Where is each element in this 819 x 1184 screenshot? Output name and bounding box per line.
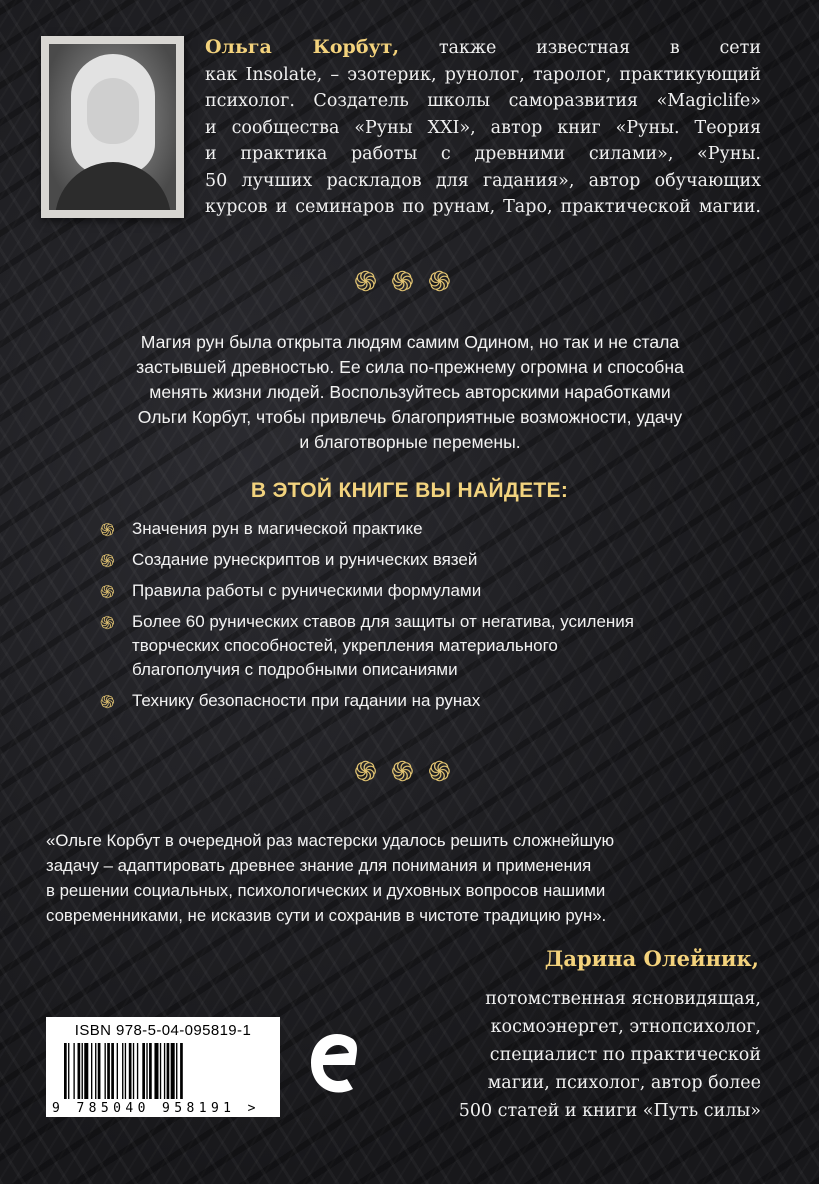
bio-line: и сообщества «Руны XXI», автор книг «Руны. Теория [205, 117, 761, 138]
triskelion-bullet-icon: ֍ [100, 613, 115, 633]
intro-line: Магия рун была открыта людям самим Одином, но так и не стала [140, 332, 680, 352]
list-item: ֍ Создание рунескриптов и рунических вязей [100, 550, 478, 571]
quote-line: «Ольге Корбут в очередной раз мастерски удалось решить сложнейшую [46, 831, 615, 850]
reviewer-line: магии, психолог, автор более [487, 1073, 761, 1093]
barcode-bar [84, 1043, 88, 1099]
barcode-bar [180, 1043, 183, 1099]
list-item: ֍ Правила работы с руническими формулами [100, 581, 482, 602]
portrait-face [87, 78, 139, 144]
list-item: ֍ Значения рун в магической практике [100, 519, 423, 540]
barcode-bar [142, 1043, 145, 1099]
portrait-shoulders [55, 162, 171, 210]
triskelion-bullet-icon: ֍ [100, 551, 115, 571]
barcode-bar [68, 1043, 69, 1099]
reviewer-description [395, 985, 761, 1125]
bio-line: как Insolate, – эзотерик, рунолог, таролог, практикующий [205, 64, 761, 85]
barcode-bar [146, 1043, 147, 1099]
intro-line: менять жизни людей. Воспользуйтесь авторскими наработками [149, 382, 671, 402]
barcode-bar [82, 1043, 83, 1099]
bio-line-1: Ольга Корбут, также известная в сети [205, 36, 761, 58]
barcode-bar [122, 1043, 123, 1099]
barcode-bar [133, 1043, 134, 1099]
bio-line: курсов и семинаров по рунам, Таро, практической магии. [205, 197, 761, 217]
barcode-bar [107, 1043, 110, 1099]
author-name: Ольга Корбут, [205, 36, 400, 58]
bio-line: 50 лучших раскладов для гадания», автор обучающих [205, 170, 761, 191]
triskelion-icon: ֍ [354, 266, 392, 297]
barcode-bar [78, 1043, 81, 1099]
barcode-bar [91, 1043, 92, 1099]
review-quote [46, 828, 776, 928]
ornament-divider-bottom [0, 752, 819, 790]
reviewer-line: потомственная ясновидящая, [485, 989, 761, 1009]
triskelion-icon: ֍ [391, 756, 428, 787]
triskelion-bullet-icon: ֍ [100, 520, 115, 540]
barcode-bar [149, 1043, 152, 1099]
ornament-divider-top [0, 262, 819, 300]
barcode-bar [129, 1043, 132, 1099]
triskelion-icon: ֍ [427, 266, 465, 297]
barcode-bar [117, 1043, 118, 1099]
barcode-bar [125, 1043, 126, 1099]
bio-line: и практика работы с древними силами», «Руны. [205, 144, 761, 164]
author-bio [205, 34, 761, 221]
features-list [100, 517, 780, 720]
intro-line: застывшей древностью. Ее сила по-прежнему огромна и способна [136, 357, 684, 377]
bio-line: психолог. Создатель школы саморазвития «Magiclife» [205, 91, 761, 111]
barcode-bar [176, 1043, 177, 1099]
isbn-text: ISBN 978-5-04-095819-1 [74, 1022, 252, 1039]
barcode-bar [171, 1043, 175, 1099]
features-heading: В ЭТОЙ КНИГЕ ВЫ НАЙДЕТЕ: [250, 479, 569, 502]
quote-line: в решении социальных, психологических и духовных вопросов нашими [46, 881, 606, 900]
reviewer-name: Дарина Олейник, [544, 946, 759, 971]
barcode-bar [73, 1043, 74, 1099]
barcode-bar [111, 1043, 114, 1099]
quote-line: задачу – адаптировать древнее знание для понимания и применения [46, 856, 592, 875]
barcode-bar [64, 1043, 67, 1099]
author-portrait [49, 44, 176, 210]
intro-line: Ольги Корбут, чтобы привлечь благоприятные возможности, удачу [137, 407, 683, 427]
intro-line: и благотворные перемены. [299, 432, 521, 452]
triskelion-icon: ֍ [354, 756, 392, 787]
reviewer-line: космоэнергет, этнопсихолог, [490, 1017, 761, 1037]
barcode-bar [164, 1043, 165, 1099]
triskelion-bullet-icon: ֍ [100, 692, 115, 712]
quote-line: современниками, не исказив сути и сохранив в чистоте традицию рун». [46, 906, 607, 925]
author-photo [41, 36, 184, 218]
intro-paragraph [70, 330, 750, 455]
barcode-bar [137, 1043, 138, 1099]
list-item: ֍ Более 60 рунических ставов для защиты от негатива, усиления творческих способностей, укрепления материального благополучия с подробными описаниями [100, 612, 634, 679]
barcode-bar [154, 1043, 158, 1099]
reviewer-line: 500 статей и книги «Путь силы» [458, 1101, 761, 1121]
list-item: ֍ Технику безопасности при гадании на рунах [100, 691, 481, 712]
barcode-bar [105, 1043, 106, 1099]
triskelion-icon: ֍ [391, 266, 428, 297]
barcode-bars [64, 1043, 264, 1103]
triskelion-bullet-icon: ֍ [100, 582, 115, 602]
triskelion-icon: ֍ [427, 756, 465, 787]
eksmo-logo-icon [305, 1025, 365, 1105]
barcode-digits: 9 785040 958191 > [52, 1101, 260, 1116]
isbn-barcode [46, 1017, 280, 1117]
barcode-bar [167, 1043, 170, 1099]
barcode-bar [160, 1043, 161, 1099]
barcode-bar [95, 1043, 96, 1099]
barcode-bar [98, 1043, 101, 1099]
reviewer-line: специалист по практической [489, 1045, 761, 1065]
